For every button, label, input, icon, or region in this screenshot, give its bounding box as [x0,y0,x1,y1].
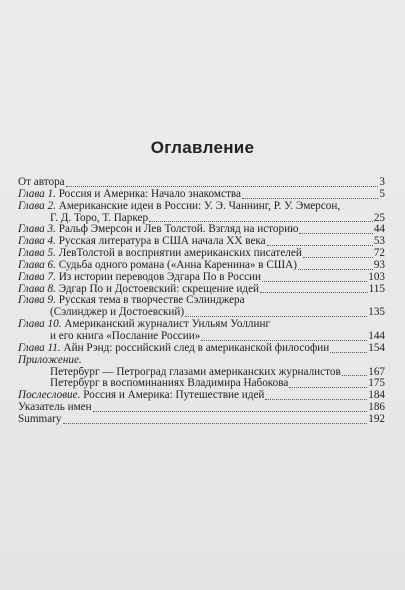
dot-leader [63,414,368,424]
toc-entry-lead: Послесловие. [18,390,81,402]
toc-entry [18,213,385,225]
toc-entry-page: 192 [368,412,385,425]
dot-leader [299,224,372,234]
toc-entry [18,272,385,284]
toc-entry-title: Эдгар По и Достоевский: скрещение идей [55,283,260,295]
toc-entry-lead: Глава 9. [18,295,56,307]
toc-entry [18,414,385,426]
toc-entry-page: 175 [368,377,385,390]
toc-entry [18,319,385,331]
toc-entry-title: и его книга «Послание России» [50,330,201,342]
dot-leader [260,283,368,293]
toc-entry-page: 144 [368,329,385,342]
toc-entry-title: Россия и Америка: Начало знакомства [55,188,241,200]
toc-entry-title: Указатель имен [18,402,92,414]
toc-entry-title: Ральф Эмерсон и Лев Толстой. Взгляд на историю [55,224,299,236]
dot-leader [149,212,373,222]
toc-entry-title: Русская литература в США начала ХХ века [55,236,266,248]
toc-entry [18,284,385,296]
toc-entry-title: Summary [18,413,62,425]
toc-entry-lead: Глава 11. [18,342,61,354]
toc-entry-lead: Глава 1. [18,188,56,200]
dot-leader [201,331,367,341]
toc-entry-page: 103 [368,270,385,283]
toc-entry-title: Айн Рэнд: российский след в американской философии [60,342,330,354]
toc-entry-page: 53 [373,235,385,248]
toc-entry-lead: Глава 5. [18,248,56,260]
dot-leader [262,272,367,282]
toc-entry-page: 167 [368,365,385,378]
dot-leader [185,307,367,317]
toc-entry-page: 184 [368,389,385,402]
toc-entry-title: Петербург — Петроград глазами американских журналистов [50,366,341,378]
dot-leader [342,366,367,376]
toc-entry [18,177,385,189]
toc-entry-page: 135 [368,306,385,319]
toc-entry-page: 93 [373,258,385,271]
toc-entry [18,402,385,414]
toc-entry-lead: Глава 3. [18,224,56,236]
dot-leader [267,236,373,246]
dot-leader [330,343,367,353]
dot-leader [289,378,367,388]
toc-entry-lead: Глава 7. [18,271,56,283]
toc-entry-lead: Глава 6. [18,259,56,271]
toc-entry-title: Русская тема в творчестве Сэлинджера [55,295,245,307]
toc-entry [18,355,385,367]
table-of-contents [18,177,385,426]
toc-entry-page: 154 [368,341,385,354]
dot-leader [265,390,367,400]
toc-entry [18,343,385,355]
toc-entry-page: 3 [379,176,385,188]
toc-entry [18,367,385,379]
toc-entry [18,331,385,343]
toc-entry [18,390,385,402]
toc-entry-page: 186 [368,401,385,414]
toc-entry-title: Петербург в воспоминаниях Владимира Набокова [50,378,289,390]
toc-entry-title: Судьба одного романа («Анна Каренина» в США) [55,259,297,271]
toc-entry-lead: Глава 4. [18,236,56,248]
dot-leader [303,248,373,258]
toc-entry [18,189,385,201]
page-title: Оглавление [150,138,255,157]
toc-entry [18,201,385,213]
toc-entry-title: (Сэлинджер и Достоевский) [50,307,185,319]
toc-entry [18,224,385,236]
dot-leader [298,260,373,270]
toc-entry-title: ЛевТолстой в восприятии американских писателей [55,248,302,260]
toc-entry-title: Американские идеи в России: У. Э. Чаннинг, Р. У. Эмерсон, [55,200,341,212]
toc-entry-lead: Приложение. [18,354,82,366]
toc-entry [18,260,385,272]
toc-entry [18,378,385,390]
toc-entry [18,307,385,319]
toc-entry-title: Из истории переводов Эдгара По в России [55,271,262,283]
dot-leader [93,402,368,412]
toc-entry-title: От автора [18,177,65,188]
toc-entry-lead: Глава 10. [18,319,62,331]
toc-entry-title: Американский журналист Уильям Уоллинг [61,319,271,331]
toc-entry-page: 5 [379,187,385,200]
toc-entry-page: 25 [373,211,385,224]
toc-entry [18,248,385,260]
toc-entry-lead: Глава 2. [18,200,56,212]
toc-entry-page: 115 [368,282,385,295]
toc-entry-title: Россия и Америка: Путешествие идей [80,390,265,402]
toc-entry-title: Г. Д. Торо, Т. Паркер [50,212,149,224]
dot-leader [242,189,378,199]
toc-entry-lead: Глава 8. [18,283,56,295]
toc-entry-page: 72 [373,247,385,260]
toc-entry [18,236,385,248]
toc-entry-page: 44 [373,223,385,236]
toc-entry [18,295,385,307]
dot-leader [66,177,379,187]
